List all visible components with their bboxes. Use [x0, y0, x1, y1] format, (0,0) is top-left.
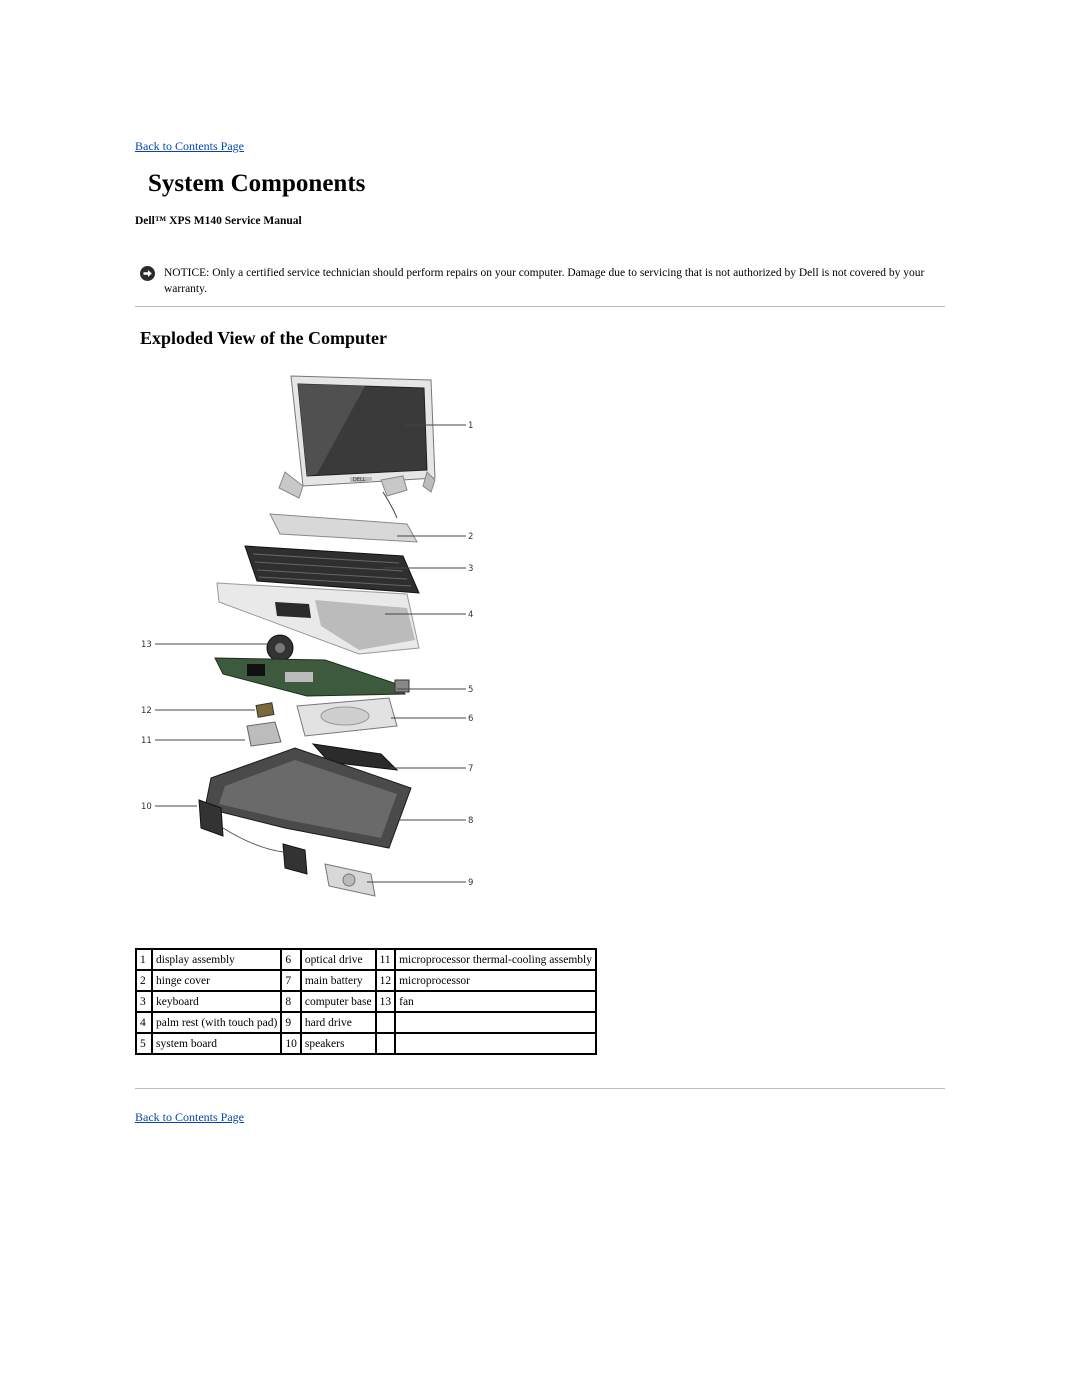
callout-9: 9: [468, 878, 474, 888]
legend-number: 7: [281, 970, 301, 991]
callout-12: 12: [141, 706, 152, 716]
callout-1: 1: [468, 421, 474, 431]
notice-arrow-icon: [140, 266, 155, 281]
legend-number: [376, 1012, 396, 1033]
legend-number: 2: [136, 970, 152, 991]
legend-number: 5: [136, 1033, 152, 1054]
callout-8: 8: [468, 816, 474, 826]
legend-label: system board: [152, 1033, 281, 1054]
hard-drive-graphic: [325, 864, 375, 896]
callout-4: 4: [468, 610, 474, 620]
thermal-cooling-graphic: [247, 722, 281, 746]
back-to-contents-link-bottom[interactable]: Back to Contents Page: [135, 1110, 244, 1124]
legend-label: computer base: [301, 991, 376, 1012]
legend-number: 12: [376, 970, 396, 991]
table-row: [136, 1033, 596, 1054]
manual-title: Dell™ XPS M140 Service Manual: [135, 215, 302, 227]
display-assembly-graphic: [279, 376, 435, 518]
page-title: System Components: [148, 170, 366, 197]
legend-number: 6: [281, 949, 301, 970]
legend-label: palm rest (with touch pad): [152, 1012, 281, 1033]
callout-2: 2: [468, 532, 474, 542]
legend-number: 13: [376, 991, 396, 1012]
legend-number: 4: [136, 1012, 152, 1033]
legend-number: 8: [281, 991, 301, 1012]
legend-number: 1: [136, 949, 152, 970]
legend-label: keyboard: [152, 991, 281, 1012]
notice-text: NOTICE: Only a certified service technician should perform repairs on your computer. Damage due to servicing that is not authorized by Dell is not covered by your warranty.: [164, 267, 925, 295]
palm-rest-graphic: [217, 583, 419, 654]
legend-label: fan: [395, 991, 596, 1012]
legend-label: microprocessor: [395, 970, 596, 991]
legend-label: hard drive: [301, 1012, 376, 1033]
legend-label: hinge cover: [152, 970, 281, 991]
legend-number: [376, 1033, 396, 1054]
callout-10: 10: [141, 802, 152, 812]
legend-number: 10: [281, 1033, 301, 1054]
legend-label: main battery: [301, 970, 376, 991]
divider-bottom: [135, 1088, 945, 1089]
table-row: [136, 991, 596, 1012]
callout-13: 13: [141, 640, 152, 650]
dell-logo-text: DELL: [353, 477, 366, 483]
component-legend-table: [135, 948, 597, 1055]
back-to-contents-link-top[interactable]: Back to Contents Page: [135, 139, 244, 153]
legend-label: speakers: [301, 1033, 376, 1054]
legend-label: optical drive: [301, 949, 376, 970]
legend-number: 11: [376, 949, 396, 970]
callout-5: 5: [468, 685, 474, 695]
divider: [135, 306, 945, 307]
legend-label: [395, 1033, 596, 1054]
fan-graphic: [267, 635, 293, 661]
exploded-view-figure: [135, 368, 480, 908]
legend-number: 9: [281, 1012, 301, 1033]
callout-6: 6: [468, 714, 474, 724]
optical-drive-graphic: [297, 698, 397, 736]
table-row: [136, 1012, 596, 1033]
table-row: [136, 970, 596, 991]
legend-label: microprocessor thermal-cooling assembly: [395, 949, 596, 970]
callout-7: 7: [468, 764, 474, 774]
legend-label: display assembly: [152, 949, 281, 970]
section-heading: Exploded View of the Computer: [140, 328, 387, 348]
table-row: [136, 949, 596, 970]
callout-3: 3: [468, 564, 474, 574]
legend-number: 3: [136, 991, 152, 1012]
microprocessor-graphic: [256, 703, 274, 718]
legend-label: [395, 1012, 596, 1033]
hinge-cover-graphic: [270, 514, 417, 542]
system-board-graphic: [215, 658, 409, 696]
callout-11: 11: [141, 736, 152, 746]
